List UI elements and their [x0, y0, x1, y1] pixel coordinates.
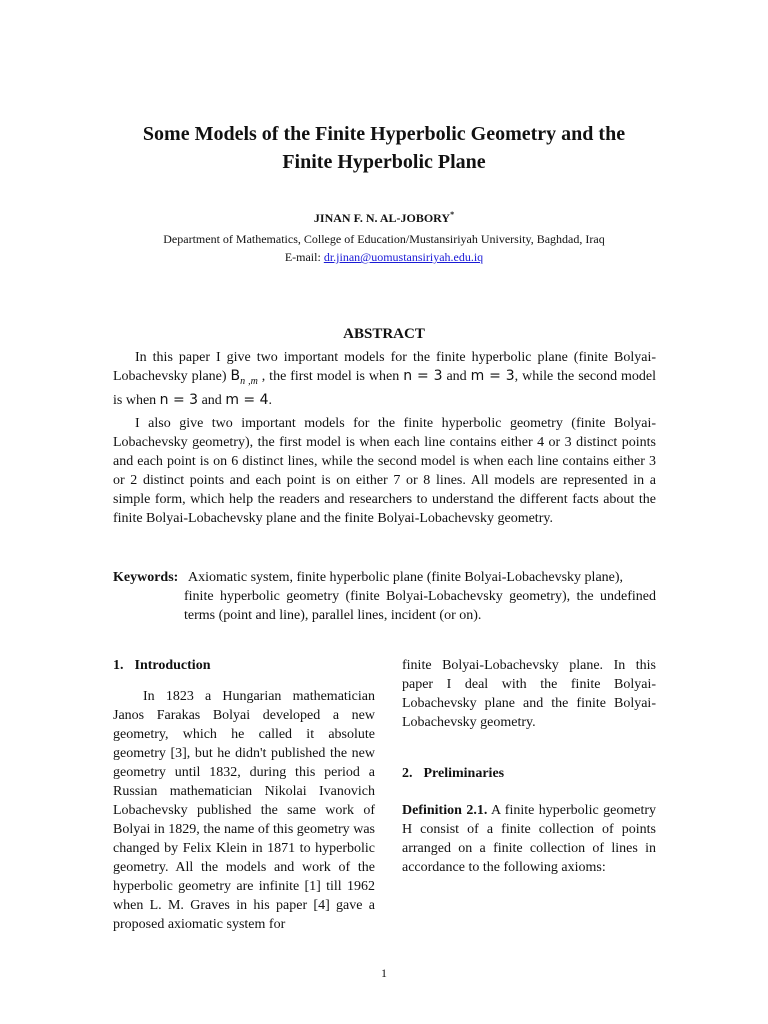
- section-2-heading: [402, 764, 656, 783]
- abstract-text: .: [268, 392, 272, 408]
- author-footnote-mark: *: [450, 210, 455, 219]
- abstract-text: and: [442, 369, 471, 384]
- abstract-heading: ABSTRACT: [343, 326, 425, 342]
- email-link[interactable]: dr.jinan@uomustansiriyah.edu.iq: [323, 250, 484, 264]
- author-email-line: [60, 250, 708, 265]
- abstract-text: and: [198, 392, 226, 408]
- right-column: [402, 656, 656, 877]
- definition-label: Definition 2.1.: [402, 803, 488, 818]
- abstract-text: , while the second model is when: [113, 369, 657, 408]
- definition-paragraph: [402, 801, 656, 877]
- abstract-paragraph-1: [113, 348, 656, 410]
- introduction-paragraph: In 1823 a Hungarian mathematician Janos Farakas Bolyai developed a new geometry, which he called it absolute geometry [3], but he didn't published the new geometry until 1832, during this period a Russian mathematician Nikolai Ivanovich Lobachevsky published the same work of Bolyai in 1829, the name of this geometry was changed by Felix Klein in 1871 to hyperbolic geometry. All the models and work of the hyperbolic geometry are infinite [1] till 1962 when L. M. Graves in his paper [4] gave a proposed axiomatic system for: [113, 689, 375, 932]
- author-affiliation: Department of Mathematics, College of Education/Mustansiriyah University, Baghdad, Iraq: [163, 232, 605, 246]
- math-n-equals: n = 3: [403, 368, 443, 384]
- page-number: 1: [381, 966, 387, 980]
- section-1-heading: [113, 656, 375, 675]
- section-title: Introduction: [134, 658, 211, 673]
- title-line-1: Some Models of the Finite Hyperbolic Geometry and the: [142, 123, 626, 145]
- abstract-paragraph-2: I also give two important models for the finite hyperbolic geometry (finite Bolyai-Lobachevsky geometry), the first model is when each line contains either 4 or 3 distinct points and each point is on 6 distinct lines, while the second model is when each line contains either 3 or 2 distinct points and each point is on either 7 or 8 lines. All models are represented in a simple form, which help the readers and researchers to understand the different facts about the finite Bolyai-Lobachevsky plane and the finite Bolyai-Lobachevsky geometry.: [113, 415, 656, 526]
- definition-text: A finite hyperbolic geometry H consist of a finite collection of points arranged on a finite collection of lines in accordance to the following axioms:: [402, 803, 656, 875]
- abstract-text: In this paper I give two important models for the finite hyperbolic plane (finite Bolyai-Lobachevsky plane): [113, 350, 656, 384]
- author-name: [60, 210, 708, 226]
- title-line-2: Finite Hyperbolic Plane: [282, 151, 486, 173]
- abstract-text: , the first model is when: [257, 369, 404, 384]
- left-column: [113, 656, 375, 934]
- email-label: E-mail:: [284, 250, 324, 264]
- keywords-text: [184, 568, 656, 625]
- introduction-continued: finite Bolyai-Lobachevsky plane. In this paper I deal with the finite Bolyai-Lobachevsky plane and the finite Bolyai-Lobachevsky geometry.: [402, 658, 656, 730]
- section-number: 1.: [113, 658, 124, 673]
- keywords-label: Keywords:: [113, 570, 179, 585]
- section-title: Preliminaries: [423, 766, 505, 781]
- math-m-equals: m = 4: [225, 391, 269, 408]
- math-m-equals: m = 3: [470, 368, 515, 384]
- math-n-equals: n = 3: [159, 391, 199, 408]
- section-number: 2.: [402, 766, 413, 781]
- author-text: JINAN F. N. AL-JOBORY: [313, 211, 451, 225]
- keywords-rest: finite hyperbolic geometry (finite Bolyai-Lobachevsky geometry), the undefined terms (point and line), parallel lines, incident (or on).: [184, 589, 656, 623]
- abstract-body: [113, 348, 656, 528]
- math-subscript: n ,m: [240, 375, 258, 387]
- math-symbol-b: B: [230, 368, 241, 384]
- paper-title: [60, 120, 708, 176]
- keywords-line-1: Axiomatic system, finite hyperbolic plane (finite Bolyai-Lobachevsky plane),: [188, 570, 624, 585]
